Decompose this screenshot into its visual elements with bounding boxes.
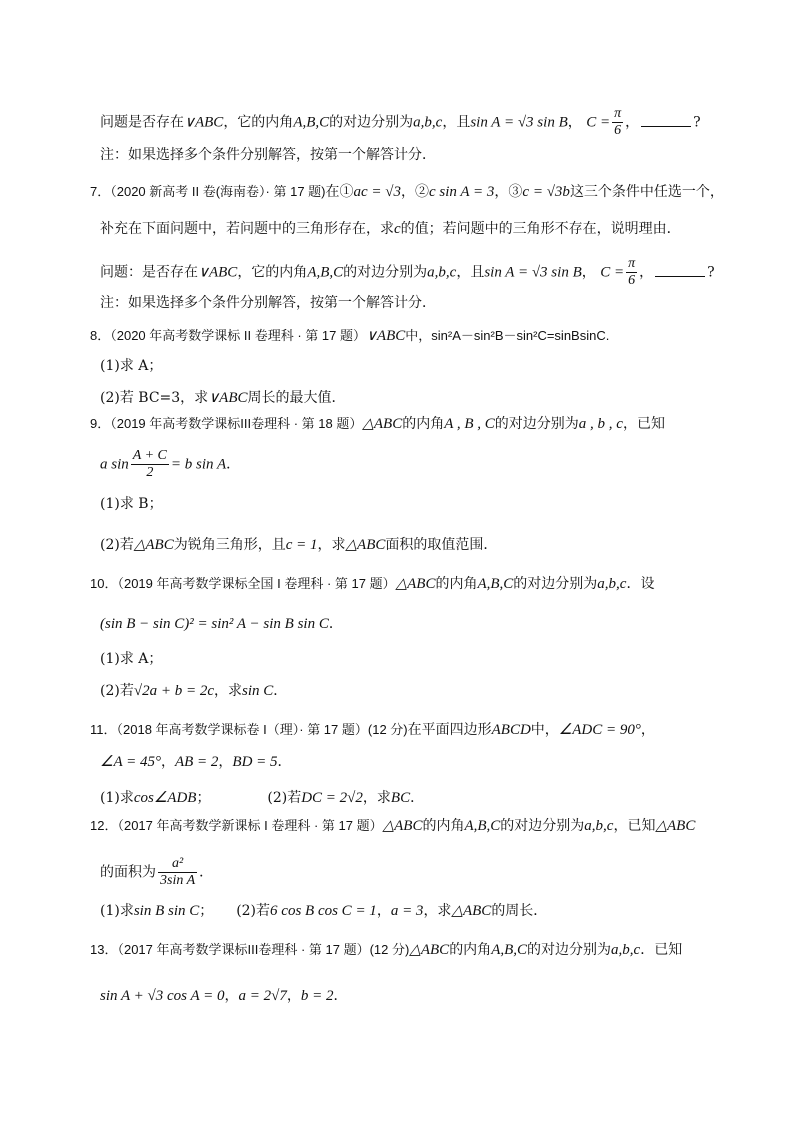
problem-10-sub-1: (1)求 A； bbox=[100, 651, 163, 667]
problem-9-sub-1: (1)求 B； bbox=[100, 496, 163, 512]
problem-11-line-2: ∠A = 45°，AB = 2，BD = 5． bbox=[100, 754, 292, 770]
problem-7-line-1: 7．（2020 新高考 II 卷(海南卷）· 第 17 题)在①ac = √3，②c sin A = 3，③c = √3b这三个条件中任选一个， bbox=[90, 184, 724, 200]
problem-7-note: 注：如果选择多个条件分别解答，按第一个解答计分． bbox=[100, 295, 436, 311]
fraction: $\frac{\pi}{6}$ bbox=[628, 256, 636, 288]
answer-blank bbox=[641, 112, 691, 127]
problem-13-line-2: sin A + √3 cos A = 0，a = 2√7，b = 2． bbox=[100, 988, 348, 1004]
intro-note: 注：如果选择多个条件分别解答，按第一个解答计分． bbox=[100, 147, 436, 163]
problem-7-line-2: 补充在下面问题中，若问题中的三角形存在，求c的值；若问题中的三角形不存在，说明理由． bbox=[100, 221, 681, 237]
problem-13-line-1: 13．（2017 年高考数学课标III卷理科 · 第 17 题）(12 分)△ABC的内角A,B,C的对边分别为a,b,c．已知 bbox=[90, 942, 683, 958]
fraction: $\frac{A + C}{2}$ bbox=[132, 448, 167, 480]
problem-8-sub-2: (2)若 BC=3，求∨ABC周长的最大值． bbox=[100, 390, 346, 406]
fraction: $\frac{\pi}{6}$ bbox=[614, 106, 622, 138]
problem-9-equation: a sin $\frac{A + C}{2}$ = b sin A． bbox=[100, 448, 241, 480]
problem-12-subs: (1)求sin B sin C； (2)若6 cos B cos C = 1，a = 3，求△ABC的周长． bbox=[100, 903, 548, 919]
problem-11-subs: (1)求cos∠ADB； (2)若DC = 2√2，求BC． bbox=[100, 790, 425, 806]
problem-10-sub-2: (2)若√2a + b = 2c，求sin C． bbox=[100, 683, 288, 699]
problem-12-line-1: 12．（2017 年高考数学新课标 I 卷理科 · 第 17 题）△ABC的内角A,B,C的对边分别为a,b,c，已知△ABC bbox=[90, 818, 696, 834]
problem-9-sub-2: (2)若△ABC为锐角三角形，且c = 1，求△ABC面积的取值范围． bbox=[100, 537, 498, 553]
problem-12-line-2: 的面积为 $\frac{\text{a²}}{\text{3sin A}}$ ． bbox=[100, 856, 214, 888]
intro-question: 问题是否存在∨ABC，它的内角A,B,C的对边分别为a,b,c，且sin A = √3 sin B， C = $\frac{\pi}{6}$ ， ? bbox=[100, 106, 701, 138]
problem-8-sub-1: (1)求 A； bbox=[100, 358, 163, 374]
problem-10-equation: (sin B − sin C)² = sin² A − sin B sin C． bbox=[100, 616, 343, 632]
answer-blank bbox=[655, 262, 705, 277]
problem-10-line-1: 10．（2019 年高考数学课标全国 I 卷理科 · 第 17 题）△ABC的内角A,B,C的对边分别为a,b,c．设 bbox=[90, 576, 655, 592]
problem-11-line-1: 11．（2018 年高考数学课标卷 I（理）· 第 17 题）(12 分)在平面四边形ABCD中，∠ADC = 90°， bbox=[90, 722, 655, 738]
problem-7-question: 问题：是否存在∨ABC，它的内角A,B,C的对边分别为a,b,c，且sin A = √3 sin B， C = $\frac{\pi}{6}$ ， ? bbox=[100, 256, 715, 288]
problem-9-line-1: 9．（2019 年高考数学课标III卷理科 · 第 18 题）△ABC的内角A , B , C的对边分别为a , b , c，已知 bbox=[90, 416, 665, 432]
problem-8-line-1: 8．（2020 年高考数学课标 II 卷理科 · 第 17 题）∨ABC中，sin²A－sin²B－sin²C=sinBsinC. bbox=[90, 328, 610, 344]
fraction: $\frac{\text{a²}}{\text{3sin A}}$ bbox=[160, 856, 196, 888]
